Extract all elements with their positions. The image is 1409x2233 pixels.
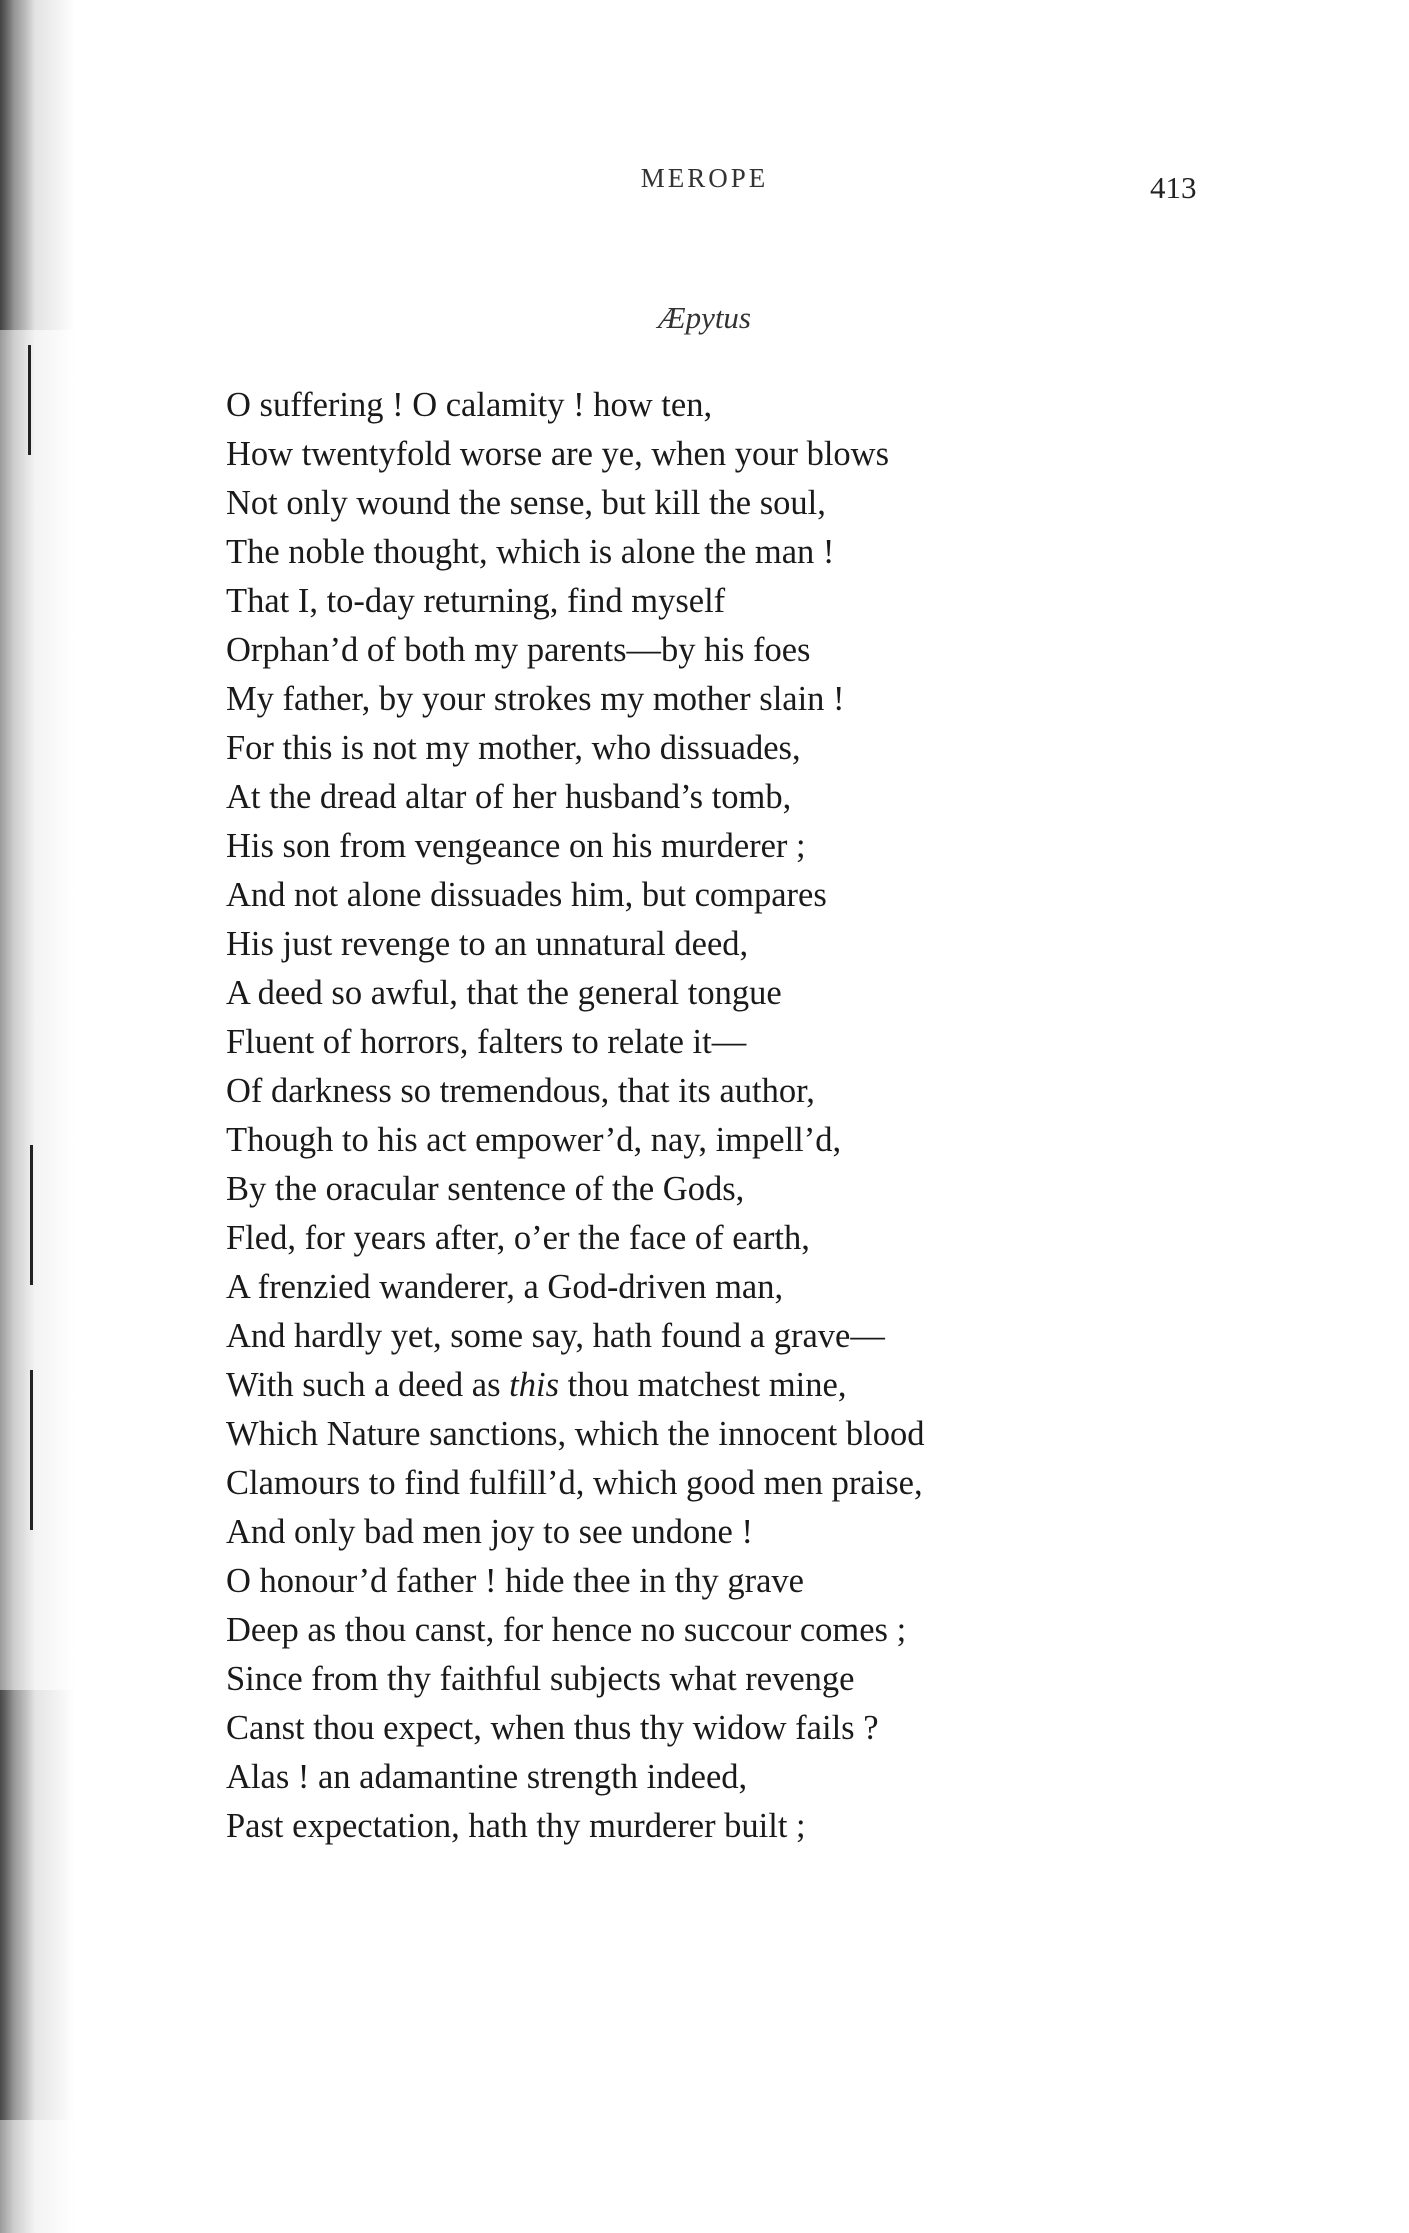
verse-line: Since from thy faithful subjects what revenge [226,1660,855,1698]
verse-line: By the oracular sentence of the Gods, [226,1170,745,1208]
verse-emphasis: this [509,1366,560,1404]
verse-line: Deep as thou canst, for hence no succour comes ; [226,1611,907,1649]
verse-line: The noble thought, which is alone the man ! [226,533,835,571]
verse-line: Though to his act empower’d, nay, impell’d, [226,1121,842,1159]
verse-line: A frenzied wanderer, a God-driven man, [226,1268,784,1306]
binding-mark [30,1370,33,1530]
verse-line: And not alone dissuades him, but compares [226,876,827,914]
verse-line: Clamours to find fulfill’d, which good men praise, [226,1464,923,1502]
verse-line: At the dread altar of her husband’s tomb, [226,778,792,816]
page-number: 413 [1150,170,1197,205]
verse-line: Alas ! an adamantine strength indeed, [226,1758,748,1796]
verse-line: Fled, for years after, o’er the face of earth, [226,1219,810,1257]
verse-line: Canst thou expect, when thus thy widow fails ? [226,1709,879,1747]
verse-line: Past expectation, hath thy murderer built ; [226,1807,806,1845]
verse-block [226,381,924,1851]
speaker-name: Æpytus [658,300,751,335]
verse-line: O honour’d father ! hide thee in thy grave [226,1562,804,1600]
binding-mark [28,345,31,455]
verse-line: His just revenge to an unnatural deed, [226,925,749,963]
verse-line: O suffering ! O calamity ! how ten, [226,386,713,424]
verse-line: For this is not my mother, who dissuades, [226,729,801,767]
verse-line: Not only wound the sense, but kill the soul, [226,484,826,522]
verse-line: His son from vengeance on his murderer ; [226,827,806,865]
verse-line: Of darkness so tremendous, that its author, [226,1072,815,1110]
verse-line: And only bad men joy to see undone ! [226,1513,753,1551]
scan-gutter-shadow-bottom [0,1690,80,2120]
verse-line: Orphan’d of both my parents—by his foes [226,631,811,669]
verse-fragment: With such a deed as [226,1366,510,1404]
verse-line: How twentyfold worse are ye, when your blows [226,435,890,473]
verse-line: Fluent of horrors, falters to relate it— [226,1023,747,1061]
running-head: MEROPE [640,163,769,193]
verse-line: And hardly yet, some say, hath found a grave— [226,1317,885,1355]
binding-mark [30,1145,33,1285]
verse-line: That I, to-day returning, find myself [226,582,726,620]
verse-line: My father, by your strokes my mother slain ! [226,680,845,718]
verse-line [226,1361,924,1410]
verse-line: Which Nature sanctions, which the innocent blood [226,1415,925,1453]
verse-line: A deed so awful, that the general tongue [226,974,782,1012]
verse-fragment: thou matchest mine, [559,1366,847,1404]
